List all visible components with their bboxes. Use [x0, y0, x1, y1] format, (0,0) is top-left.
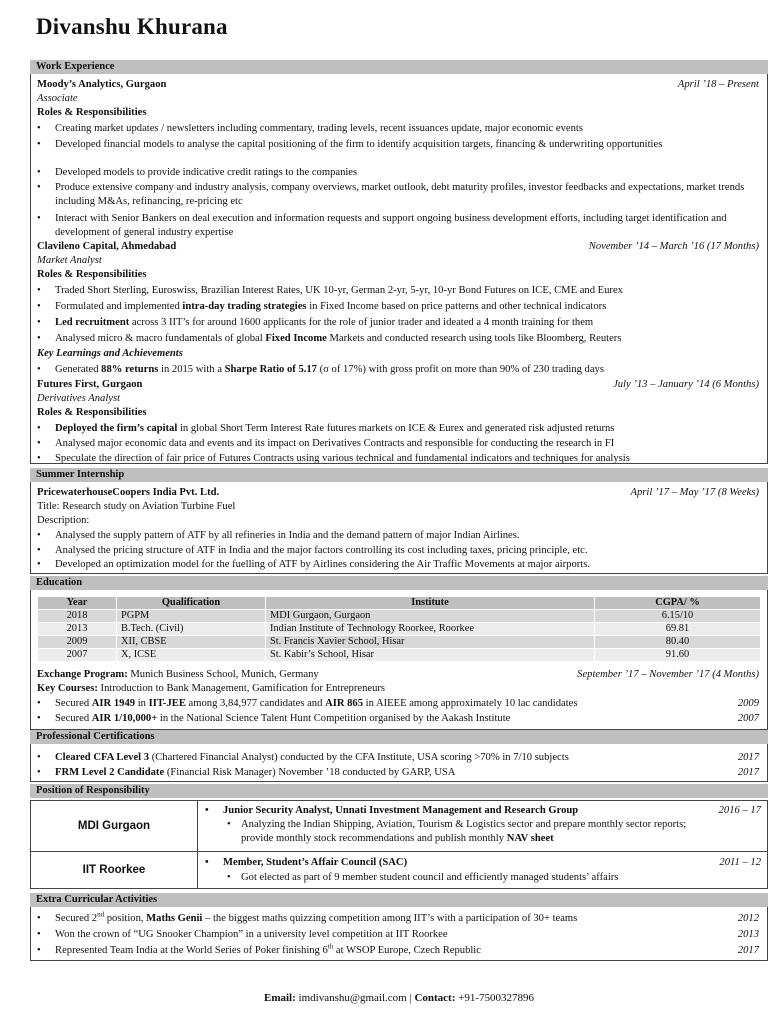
bullet: • Secured 2nd position, Maths Genii – the biggest maths quizzing competition among IIT’s with a participation of 30+ teams 2012 — [37, 912, 759, 926]
bullet: • Represented Team India at the World Series of Poker finishing 6th at WSOP Europe, Czech Republic 2017 — [37, 944, 759, 958]
role-title: Market Analyst — [37, 255, 102, 266]
bullet: • Cleared CFA Level 3 (Chartered Financial Analyst) conducted by the CFA Institute, USA scoring >70% in 7/10 subjects 2017 — [37, 751, 759, 765]
table-row — [38, 649, 761, 662]
cell-score: 91.60 — [595, 649, 761, 662]
column-header: Qualification — [117, 597, 266, 610]
bullet: • Analysed micro & macro fundamentals of global Fixed Income Markets and conducted research using tools like Bloomberg, Reuters — [37, 332, 759, 346]
bullet: • Formulated and implemented intra-day trading strategies in Fixed Income based on price patterns and other technical indicators — [37, 300, 759, 314]
year: 2012 — [737, 913, 759, 924]
key-courses: Key Courses: Introduction to Bank Management, Gamification for Entrepreneurs — [37, 683, 386, 694]
description-label: Description: — [37, 515, 90, 526]
por-detail: • Analyzing the Indian Shipping, Aviation, Tourism & Logistics sector and prepare monthly sector reports; provide monthly stock recommendations and publish monthly NAV sheet — [227, 818, 697, 846]
role-title: Derivatives Analyst — [37, 393, 121, 404]
bullet: • Traded Short Sterling, Euroswiss, Brazilian Interest Rates, UK 10-yr, German 2-yr, 5-yr, 10-yr Bond Futures on ICE, CME and Eurex — [37, 284, 759, 298]
cell-institute: MDI Gurgaon, Gurgaon — [266, 610, 595, 623]
bullet: • Analysed major economic data and events and its impact on Derivatives Contracts and responsible for conducting the research in FI — [37, 437, 759, 451]
company-name: Clavileno Capital, Ahmedabad — [37, 241, 177, 252]
bullet: • Interact with Senior Bankers on deal execution and information requests and support ongoing business development efforts, including target identification and development of general industry expertise — [37, 212, 759, 240]
cell-score: 69.81 — [595, 623, 761, 636]
column-header: Institute — [266, 597, 595, 610]
bullet: • Developed financial models to analyse the capital positioning of the firm to identify acquisition targets, financing & underwriting opportunities — [37, 138, 759, 152]
cell-year: 2009 — [38, 636, 117, 649]
table-row — [38, 623, 761, 636]
year: 2017 — [737, 945, 759, 956]
bullet: • Led recruitment across 3 IIT’s for around 1600 applicants for the role of junior trader and ideated a 4 month training for them — [37, 316, 759, 330]
futures-entry — [37, 378, 759, 392]
section-header-extra: Extra Curricular Activities — [30, 893, 768, 907]
company-name: PricewaterhouseCoopers India Pvt. Ltd. — [37, 487, 220, 498]
bullet: • Secured AIR 1949 in IIT-JEE among 3,84,977 candidates and AIR 865 in AIEEE among approximately 10 lac candidates 2009 — [37, 697, 759, 711]
year: 2013 — [737, 929, 759, 940]
cell-year: 2018 — [38, 610, 117, 623]
bullet: • Developed models to provide indicative credit ratings to the companies — [37, 166, 759, 180]
cell-institute: St. Francis Xavier School, Hisar — [266, 636, 595, 649]
por-iit — [30, 851, 768, 889]
bullet: • Secured AIR 1/10,000+ in the National Science Talent Hunt Competition organised by the Aakash Institute 2007 — [37, 712, 759, 726]
clavileno-entry — [37, 240, 759, 254]
table-row — [38, 610, 761, 623]
bullet: • Speculate the direction of fair price of Futures Contracts using various technical and fundamental indicators and techniques for analysis — [37, 452, 759, 463]
extra-box — [30, 907, 768, 961]
contact-label: Contact: — [414, 992, 456, 1004]
section-header-work: Work Experience — [30, 60, 768, 74]
bullet: • Produce extensive company and industry analysis, company overviews, market outlook, debt maturity profiles, investor feedbacks and expectations, market trends including M&As, refinancing, re-pricing etc — [37, 181, 759, 209]
company-name: Moody’s Analytics, Gurgaon — [37, 79, 167, 90]
dates: November ’14 – March ’16 (17 Months) — [588, 241, 759, 252]
years: 2016 – 17 — [718, 805, 761, 816]
por-org: IIT Roorkee — [31, 852, 198, 888]
dates: April ’17 – May ’17 (8 Weeks) — [630, 487, 759, 498]
section-header-por: Position of Responsibility — [30, 784, 768, 798]
bullet: • Analysed the supply pattern of ATF by all refineries in India and the demand pattern of major Indian Airlines. — [37, 529, 759, 543]
company-name: Futures First, Gurgaon — [37, 379, 143, 390]
cell-qualification: PGPM — [117, 610, 266, 623]
column-header: CGPA/ % — [595, 597, 761, 610]
bullet: • Deployed the firm’s capital in global Short Term Interest Rate futures markets on ICE & Eurex and generated risk adjusted returns — [37, 422, 759, 436]
cell-year: 2013 — [38, 623, 117, 636]
table-row — [38, 636, 761, 649]
por-org: MDI Gurgaon — [31, 801, 198, 851]
email-label: Email: — [264, 992, 296, 1004]
candidate-name: Divanshu Khurana — [36, 14, 228, 39]
dates: September ’17 – November ’17 (4 Months) — [577, 669, 759, 680]
section-header-certs: Professional Certifications — [30, 730, 768, 744]
exchange-program: Exchange Program: Munich Business School, Munich, Germany September ’17 – November ’17 (4 Months) — [37, 669, 759, 680]
dates: July ’13 – January ’14 (6 Months) — [613, 379, 759, 390]
bullet: • Developed an optimization model for the fuelling of ATF by Airlines considering the Air Traffic Movements at major airports. — [37, 558, 759, 572]
years: 2011 – 12 — [719, 857, 761, 868]
por-detail: • Got elected as part of 9 member student council and efficiently managed students’ affairs — [227, 871, 761, 885]
summer-internship-box — [30, 482, 768, 574]
pwc-entry — [37, 486, 759, 500]
cell-institute: St. Kabir’s School, Hisar — [266, 649, 595, 662]
bullet: • Won the crown of “UG Snooker Champion” in a university level competition at IIT Roorkee 2013 — [37, 928, 759, 942]
cell-institute: Indian Institute of Technology Roorkee, Roorkee — [266, 623, 595, 636]
bullet: • Generated 88% returns in 2015 with a Sharpe Ratio of 5.17 (σ of 17%) with gross profit on more than 90% of 230 trading days — [37, 363, 759, 377]
column-header: Year — [38, 597, 117, 610]
year: 2017 — [737, 767, 759, 778]
year: 2007 — [737, 713, 759, 724]
email-link[interactable]: imdivanshu@gmail.com — [295, 992, 407, 1004]
bullet: • Creating market updates / newsletters including commentary, trading levels, recent issuances update, major economic events — [37, 122, 759, 136]
cell-score: 6.15/10 — [595, 610, 761, 623]
dates: April ’18 – Present — [677, 79, 759, 90]
por-title: • Member, Student’s Affair Council (SAC) 2011 – 12 — [205, 856, 761, 870]
roles-heading: Roles & Responsibilities — [37, 107, 147, 118]
section-header-education: Education — [30, 576, 768, 590]
work-experience-box — [30, 74, 768, 464]
project-title: Title: Research study on Aviation Turbine Fuel — [37, 501, 236, 512]
roles-heading: Roles & Responsibilities — [37, 269, 147, 280]
roles-heading: Roles & Responsibilities — [37, 407, 147, 418]
year: 2009 — [737, 698, 759, 709]
contact-footer: Email: imdivanshu@gmail.com | Contact: +91-7500327896 — [264, 992, 534, 1004]
phone-number[interactable]: +91-7500327896 — [455, 992, 534, 1004]
section-header-summer: Summer Internship — [30, 468, 768, 482]
key-learnings-heading: Key Learnings and Achievements — [37, 348, 183, 359]
moodys-entry — [37, 78, 759, 92]
education-table — [37, 596, 761, 662]
cell-qualification: B.Tech. (Civil) — [117, 623, 266, 636]
cell-qualification: X, ICSE — [117, 649, 266, 662]
cell-year: 2007 — [38, 649, 117, 662]
bullet: • Analysed the pricing structure of ATF in India and the major factors controlling its cost including taxes, pricing principle, etc. — [37, 544, 759, 558]
year: 2017 — [737, 752, 759, 763]
education-box — [30, 590, 768, 730]
cell-score: 80.40 — [595, 636, 761, 649]
cell-qualification: XII, CBSE — [117, 636, 266, 649]
por-title: • Junior Security Analyst, Unnati Investment Management and Research Group 2016 – 17 — [205, 804, 761, 818]
role-title: Associate — [37, 93, 78, 104]
table-header-row — [38, 597, 761, 610]
por-mdi — [30, 800, 768, 852]
bullet: • FRM Level 2 Candidate (Financial Risk Manager) November ’18 conducted by GARP, USA 2017 — [37, 766, 759, 780]
certs-box — [30, 744, 768, 782]
